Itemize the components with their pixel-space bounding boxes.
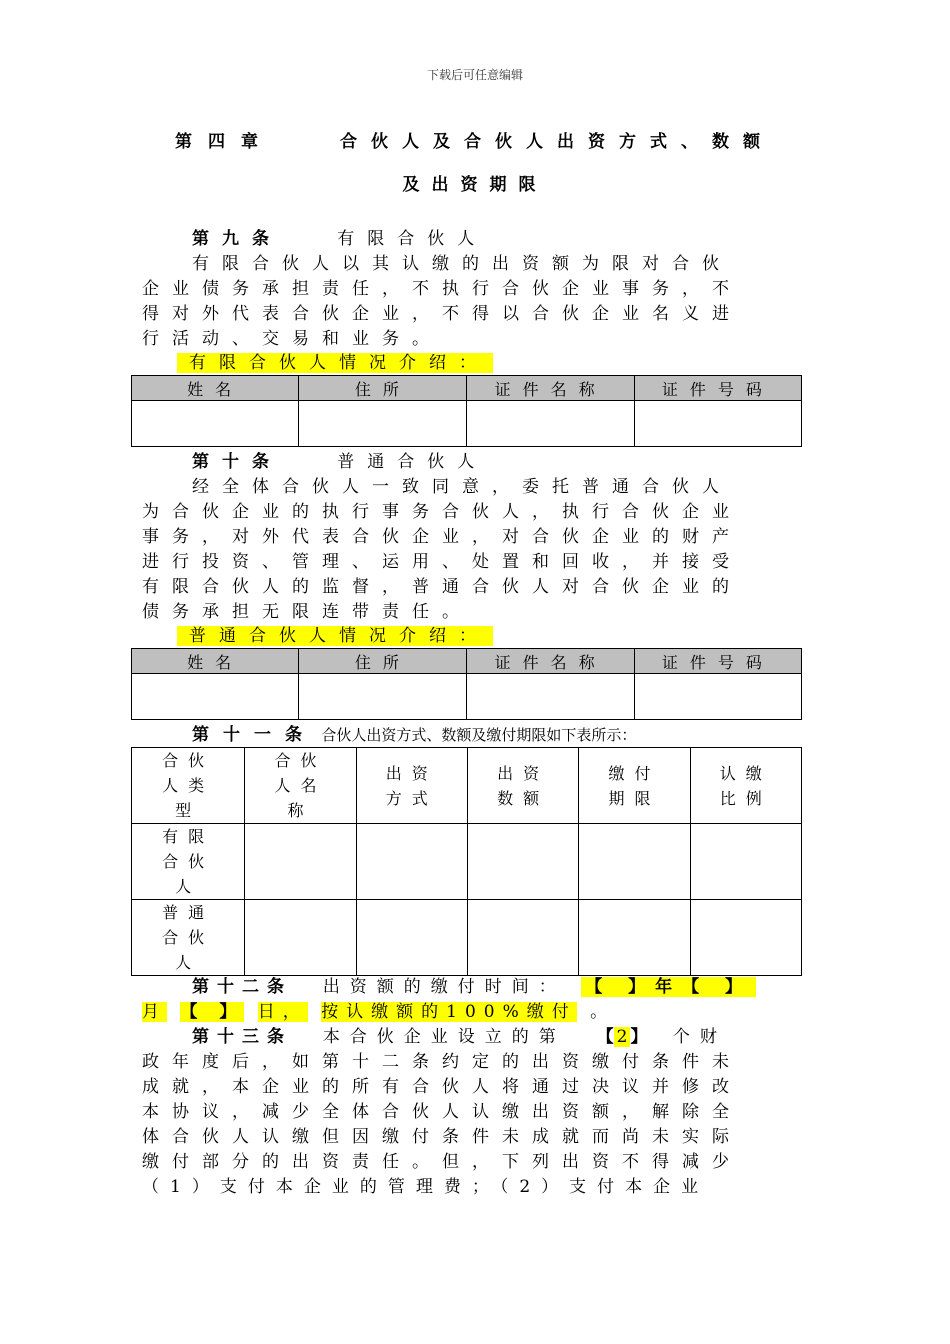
art10-line-2: 为合伙企业的执行事务合伙人，执行合伙企业 <box>142 502 742 522</box>
art9-line-2: 企业债务承担责任，不执行合伙企业事务，不 <box>142 279 742 299</box>
art10-heading-line <box>192 450 846 474</box>
table3-cell[interactable] <box>356 824 467 900</box>
table3-header-name-2: 人名 <box>274 776 327 795</box>
art13-line-3: 成就，本企业的所有合伙人将通过决议并修改 <box>142 1077 742 1097</box>
table3-row-limited <box>132 824 245 900</box>
art10-line-5: 有限合伙人的监督，普通合伙人对合伙企业的 <box>142 577 742 597</box>
art13-line-6: 缴付部分的出资责任。但，下列出资不得减少 <box>142 1152 742 1172</box>
table2-header-id-type: 证件名称 <box>467 649 634 674</box>
art10-heading: 第十条 <box>192 452 282 472</box>
art10-line-1: 经全体合伙人一致同意，委托普通合伙人 <box>192 477 732 497</box>
table3-header-type-1: 合伙 <box>162 751 215 770</box>
table3-header-ratio-2: 比例 <box>719 788 772 808</box>
table3-cell[interactable] <box>579 900 690 976</box>
art11-heading: 第十一条 <box>192 725 316 745</box>
table3-header-name-3: 称 <box>287 801 314 820</box>
table3-header-term <box>579 748 690 824</box>
table3-cell[interactable] <box>245 824 356 900</box>
table3-cell[interactable] <box>690 824 801 900</box>
art13-text1: 本合伙企业设立的第 <box>322 1027 566 1047</box>
art9-intro: 有限合伙人情况介绍： <box>177 353 493 373</box>
chapter-title-line2: 及出资期限 <box>402 175 548 195</box>
art13-line-4: 本协议，减少全体合伙人认缴出资额，解除全 <box>142 1102 742 1122</box>
art12-text1: 出资额的缴付时间： <box>322 977 566 997</box>
art13-bracket-open: 【 <box>596 1027 614 1047</box>
table3-header-type-3: 型 <box>175 801 202 820</box>
art12-line-1 <box>192 975 810 999</box>
art10-line-3: 事务，对外代表合伙企业，对合伙企业的财产 <box>142 527 742 547</box>
art13-text1b: 个财 <box>672 1027 727 1047</box>
art12-payment: 按认缴额的100%缴付 <box>321 1002 577 1022</box>
art13-year-number: 2 <box>614 1027 631 1047</box>
art12-day-blank: 【 】 <box>180 1002 245 1022</box>
art9-intro-line <box>177 351 493 375</box>
table1-cell[interactable] <box>467 401 634 447</box>
art10-line-6: 债务承担无限连带责任。 <box>142 602 472 622</box>
art12-line-2 <box>142 1000 796 1024</box>
table3-row-limited-1: 有限 <box>162 827 215 846</box>
art11-text: 合伙人出资方式、数额及缴付期限如下表所示： <box>321 726 637 744</box>
art12-heading: 第十二条 <box>192 977 292 997</box>
art11-line <box>192 723 846 747</box>
table3-header-name-1: 合伙 <box>274 751 327 770</box>
table3-cell[interactable] <box>467 824 578 900</box>
table2-header-id-number: 证件号码 <box>634 649 801 674</box>
art13-heading: 第十三条 <box>192 1027 292 1047</box>
table2-cell[interactable] <box>132 674 299 720</box>
table3-header-term-1: 缴付 <box>608 763 661 783</box>
table3-row-general-3: 人 <box>175 953 202 972</box>
table3-header-amount-1: 出资 <box>497 763 550 783</box>
table3-cell[interactable] <box>690 900 801 976</box>
table3-cell[interactable] <box>356 900 467 976</box>
table3-header-method <box>356 748 467 824</box>
table3-header-method-2: 方式 <box>385 788 438 808</box>
table1-header-name: 姓名 <box>132 376 299 401</box>
art9-heading: 第九条 <box>192 229 282 249</box>
contribution-table <box>131 747 802 976</box>
art9-line-4: 行活动、交易和业务。 <box>142 329 442 349</box>
table3-cell[interactable] <box>467 900 578 976</box>
limited-partner-table <box>131 375 802 447</box>
table3-row-limited-2: 合伙 <box>162 852 215 871</box>
art13-line-5: 体合伙人认缴但因缴付条件未成就而尚未实际 <box>142 1127 742 1147</box>
art12-month: 月 <box>142 1002 167 1022</box>
art10-intro: 普通合伙人情况介绍： <box>177 626 493 646</box>
table3-header-amount-2: 数额 <box>497 788 550 808</box>
table3-header-type <box>132 748 245 824</box>
page-header: 下载后可任意编辑 <box>426 68 523 82</box>
table3-cell[interactable] <box>579 824 690 900</box>
art13-bracket-close: 】 <box>630 1027 658 1047</box>
table3-header-ratio-1: 认缴 <box>719 763 772 783</box>
art9-line-1: 有限合伙人以其认缴的出资额为限对合伙 <box>192 254 732 274</box>
art10-line-4: 进行投资、管理、运用、处置和回收，并接受 <box>142 552 742 572</box>
art9-subject: 有限合伙人 <box>337 229 488 249</box>
table3-row-general-2: 合伙 <box>162 928 215 947</box>
table1-cell[interactable] <box>132 401 299 447</box>
table2-cell[interactable] <box>634 674 801 720</box>
general-partner-table <box>131 648 802 720</box>
table2-header-name: 姓名 <box>132 649 299 674</box>
table3-header-type-2: 人类 <box>162 776 215 795</box>
table1-header-id-number: 证件号码 <box>634 376 801 401</box>
art13-line-2: 政年度后，如第十二条约定的出资缴付条件未 <box>142 1052 742 1072</box>
table3-header-ratio <box>690 748 801 824</box>
chapter-title-line1: 合伙人及合伙人出资方式、数额 <box>340 132 774 152</box>
table3-cell[interactable] <box>245 900 356 976</box>
table3-row-general-1: 普通 <box>162 903 215 922</box>
table1-header-id-type: 证件名称 <box>467 376 634 401</box>
table1-cell[interactable] <box>634 401 801 447</box>
table1-header-address: 住所 <box>299 376 467 401</box>
table3-header-method-1: 出资 <box>385 763 438 783</box>
art10-subject: 普通合伙人 <box>337 452 488 472</box>
art12-end: 。 <box>590 1002 616 1022</box>
art12-year-month-blank: 【 】年【 】 <box>581 977 756 997</box>
table3-row-limited-3: 人 <box>175 877 202 896</box>
art12-day: 日， <box>257 1002 308 1022</box>
table2-cell[interactable] <box>467 674 634 720</box>
table3-row-general <box>132 900 245 976</box>
art13-line-7: （1）支付本企业的管理费；（2）支付本企业 <box>142 1177 710 1197</box>
art9-line-3: 得对外代表合伙企业，不得以合伙企业名义进 <box>142 304 742 324</box>
table2-header-address: 住所 <box>299 649 467 674</box>
art10-intro-line <box>177 624 493 648</box>
table3-header-name <box>245 748 356 824</box>
art9-heading-line <box>192 227 846 251</box>
table3-header-term-2: 期限 <box>608 788 661 808</box>
art13-line-1 <box>192 1025 846 1049</box>
chapter-number: 第四章 <box>175 132 274 152</box>
table1-cell[interactable] <box>299 401 467 447</box>
table2-cell[interactable] <box>299 674 467 720</box>
table3-header-amount <box>467 748 578 824</box>
